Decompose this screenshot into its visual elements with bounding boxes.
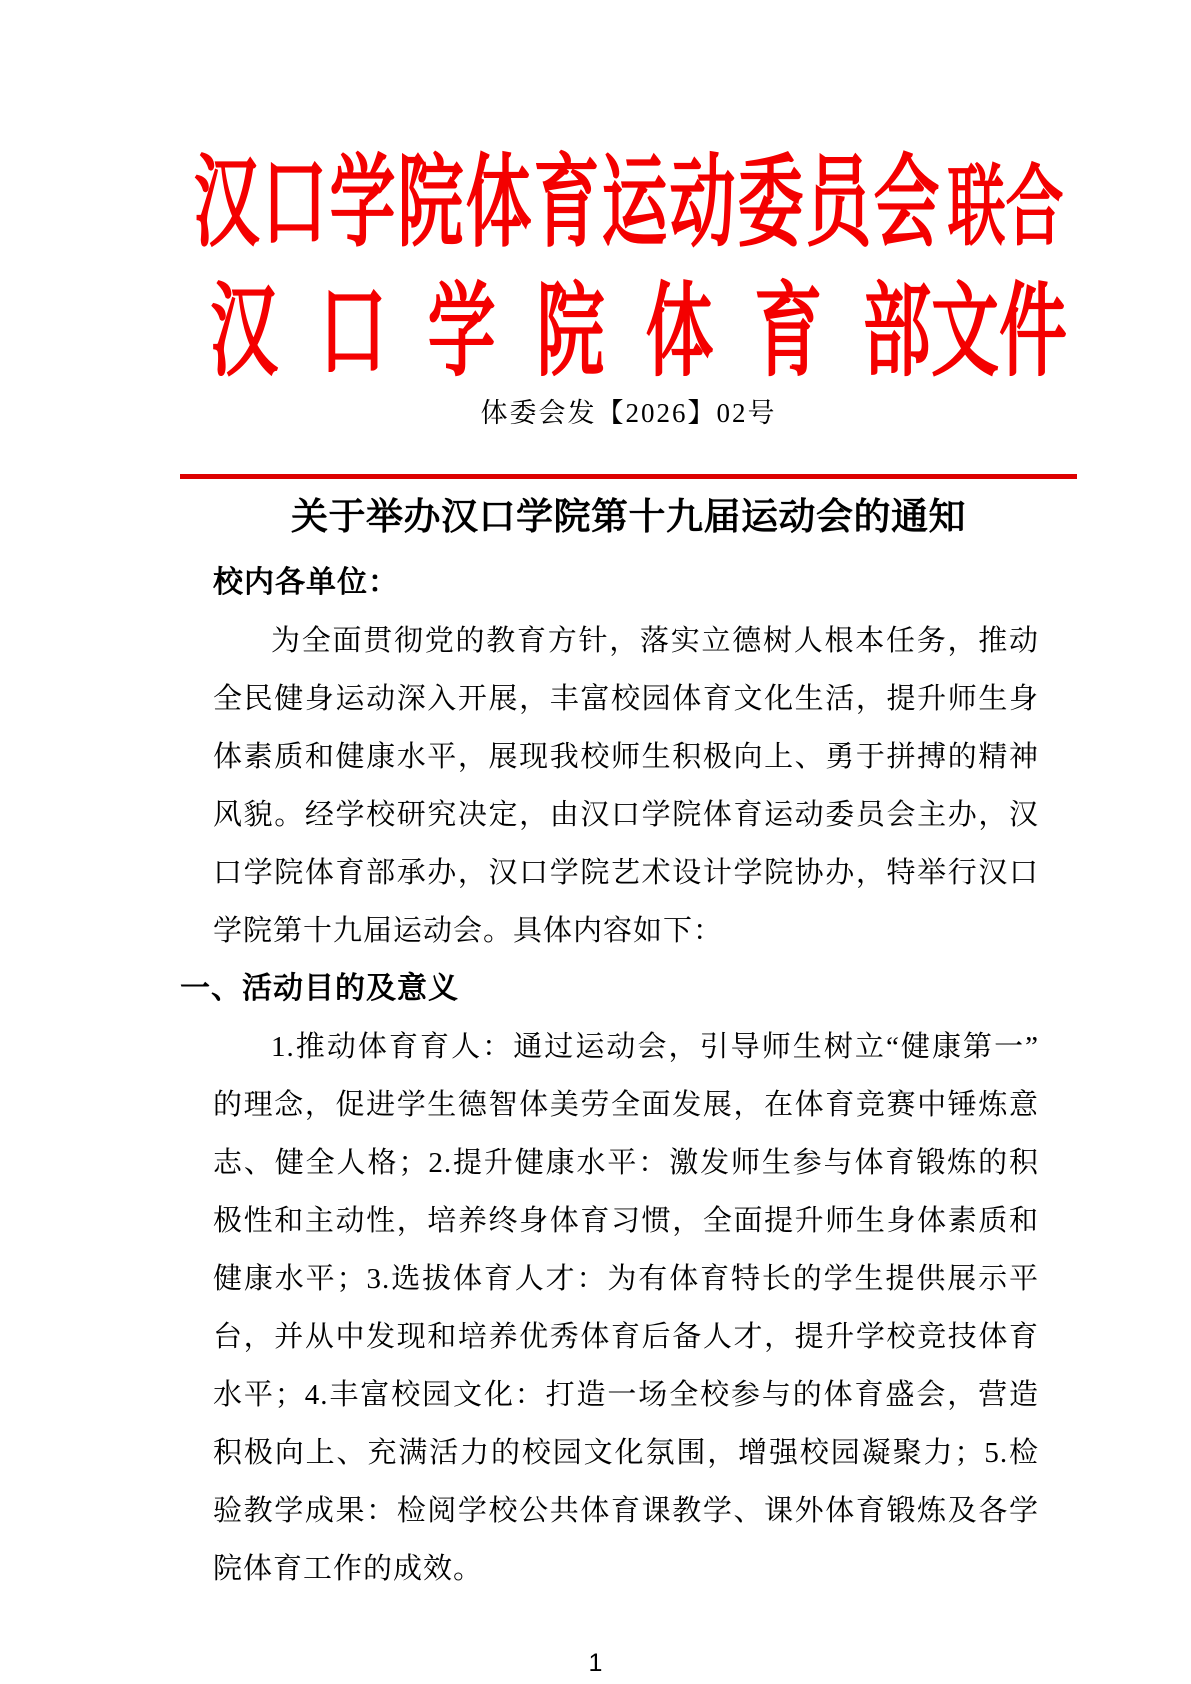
letterhead-line-1 <box>180 148 1077 260</box>
letterhead-line-2 <box>180 275 1077 389</box>
section-paragraph-1: 1.推动体育育人：通过运动会，引导师生树立“健康第一”的理念，促进学生德智体美劳全面发展，在体育竞赛中锤炼意志、健全人格；2.提升健康水平：激发师生参与体育锻炼的积极性和主动性，培养终身体育习惯，全面提升师生身体素质和健康水平；3.选拔体育人才：为有体育特长的学生提供展示平台，并从中发现和培养优秀体育后备人才，提升学校竞技体育水平；4.丰富校园文化：打造一场全校参与的体育盛会，营造积极向上、充满活力的校园文化氛围，增强校园凝聚力；5.检验教学成果：检阅学校公共体育课教学、课外体育锻炼及各学院体育工作的成效。 <box>213 1031 1039 1585</box>
page-number: 1 <box>588 1649 603 1677</box>
letterhead-char: 育 <box>754 275 823 389</box>
section-heading-1: 一、活动目的及意义 <box>180 972 459 1005</box>
salutation: 校内各单位： <box>213 566 399 599</box>
letterhead-char: 体 <box>645 275 714 389</box>
content-column <box>180 148 1077 1598</box>
intro-paragraph: 为全面贯彻党的教育方针，落实立德树人根本任务，推动全民健身运动深入开展，丰富校园体育文化生活，提升师生身体素质和健康水平，展现我校师生积极向上、勇于拼搏的精神风貌。经学校研究决定，由汉口学院体育运动委员会主办，汉口学院体育部承办，汉口学院艺术设计学院协办，特举行汉口学院第十九届运动会。具体内容如下： <box>213 625 1039 947</box>
letterhead-char: 口 <box>318 275 387 389</box>
document-number: 体委会发【2026】02号 <box>480 398 777 428</box>
letterhead-char-group: 部文件 <box>862 275 1067 389</box>
letterhead-char: 汉 <box>210 275 279 389</box>
letterhead-char: 院 <box>536 275 605 389</box>
document-title: 关于举办汉口学院第十九届运动会的通知 <box>291 497 966 538</box>
document-body <box>180 554 1039 1598</box>
letterhead-line-1-suffix: 联合 <box>947 157 1064 257</box>
letterhead-line-1-main: 汉口学院体育运动委员会 <box>193 148 942 260</box>
letterhead-char: 学 <box>427 275 496 389</box>
red-divider-line <box>180 474 1077 479</box>
